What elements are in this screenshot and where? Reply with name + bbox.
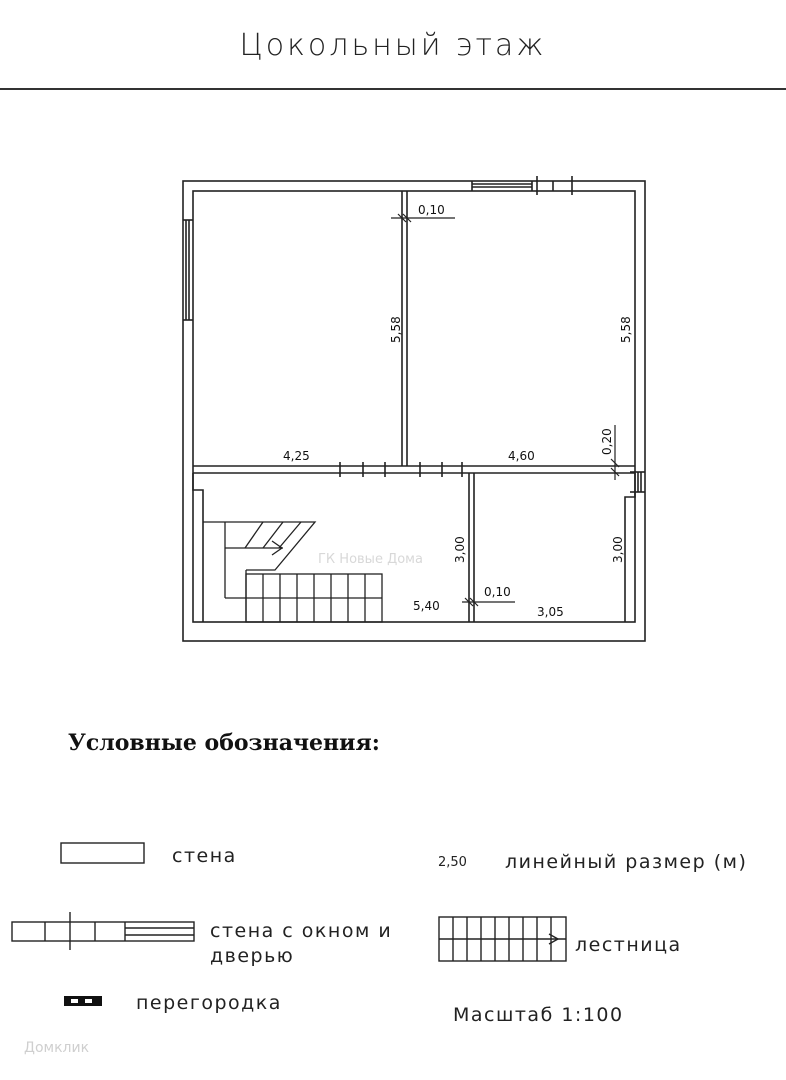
dim-wall-top: 0,10 — [418, 203, 445, 217]
legend-heading: Условные обозначения: — [68, 730, 380, 756]
dim-small-room-width: 3,05 — [537, 605, 564, 619]
outer-wall-outer-line — [183, 181, 645, 641]
legend-partition-symbol — [64, 996, 102, 1006]
watermark-logo: Домклик — [24, 1040, 90, 1056]
legend-dimension-label: линейный размер (м) — [505, 851, 748, 873]
scale-label: Масштаб 1:100 — [453, 1004, 624, 1026]
window-top — [472, 181, 532, 191]
door-top — [537, 176, 572, 195]
legend-partition-label: перегородка — [136, 992, 282, 1014]
dim-wall-bottom: 0,10 — [484, 585, 511, 599]
doors-interior — [340, 462, 462, 477]
legend-wall-label: стена — [172, 845, 237, 867]
dimension-ticks — [391, 214, 619, 606]
dim-wall-right: 0,20 — [600, 428, 614, 455]
dim-room2-height: 5,58 — [619, 316, 633, 343]
dim-stair-room-height: 3,00 — [453, 536, 467, 563]
interior-wall-horizontal — [193, 466, 635, 473]
legend-stairs-label: лестница — [575, 934, 682, 956]
page-title: Цокольный этаж — [239, 28, 547, 63]
dim-room2-width: 4,60 — [508, 449, 535, 463]
dim-small-room-height: 3,00 — [611, 536, 625, 563]
dim-room1-width: 4,25 — [283, 449, 310, 463]
staircase — [203, 522, 382, 622]
legend-stairs-symbol — [439, 917, 566, 961]
window-left — [183, 220, 193, 320]
window-right — [630, 472, 645, 492]
legend-wall-window-door-label-1: стена с окном и — [210, 920, 393, 942]
legend-dimension-sample: 2,50 — [438, 855, 467, 870]
legend-wall-symbol — [61, 843, 144, 863]
dim-stair-room-width: 5,40 — [413, 599, 440, 613]
legend-wall-window-door-symbol — [12, 912, 194, 950]
dim-room1-height: 5,58 — [389, 316, 403, 343]
watermark-center: ГК Новые Дома — [318, 552, 423, 567]
legend-wall-window-door-label-2: дверью — [210, 945, 295, 967]
